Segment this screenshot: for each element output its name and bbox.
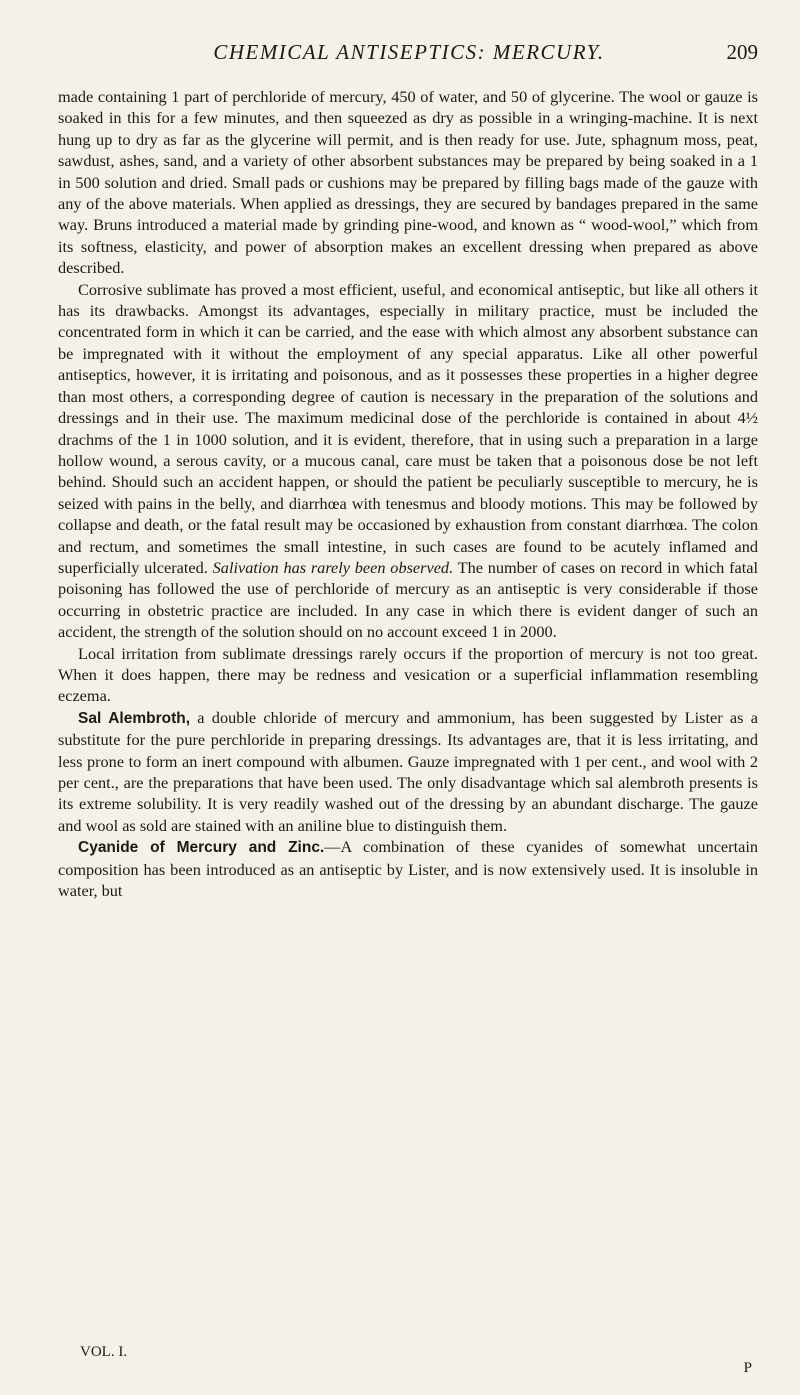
paragraph-4-lead: Sal Alembroth, bbox=[78, 709, 191, 727]
page-number: 209 bbox=[726, 40, 758, 64]
page-footer bbox=[80, 1344, 752, 1384]
paragraph-4-text: a double chloride of mercury and ammonium, has been suggested by Lister as a substitute for the pure perchloride in preparing dressings. Its advantages are, that it is less irritating, and less prone to form an inert compound with albumen. Gauze impregnated with 1 per cent., and wool with 2 per cent., are the preparations that have been used. The only disadvantage which sal alembroth presents is its extreme solubility. It is very readily washed out of the dressing by an abundant discharge. The gauze and wool as sold are stained with an aniline blue to distinguish them. bbox=[58, 707, 758, 835]
paragraph-3 bbox=[58, 643, 758, 707]
paragraph-5-text: —A combination of these cyanides of somewhat uncertain composition has been introduced as an antiseptic by Lister, and is now extensively used. It is insoluble in water, but bbox=[58, 837, 758, 901]
page-header bbox=[60, 40, 758, 72]
paragraph-2-text-a: Corrosive sublimate has proved a most efficient, useful, and economical antiseptic, but like all others it has its drawbacks. Amongst its advantages, especially in military practice, must be included the concentrated form in which it can be carried, and the ease with which almost any absorbent substance can be impregnated with it without the employment of any special apparatus. Like all other powerful antiseptics, however, it is irritating and poisonous, and as it possesses these properties in a higher degree than most others, a corresponding degree of caution is necessary in the preparation of the solutions and dressings and in their use. The maximum medicinal dose of the perchloride is contained in about 4½ drachms of the 1 in 1000 solution, and it is evident, therefore, that in using such a preparation in a large hollow wound, a serous cavity, or a mucous canal, care must be taken that a poisonous dose be not left behind. Should such an accident happen, or should the patient be peculiarly susceptible to mercury, he is seized with pains in the belly, and diarrhœa with tenesmus and bloody motions. This may be followed by collapse and death, or the fatal result may be occasioned by exhaustion from constant diarrhœa. The colon and rectum, and sometimes the small intestine, in such cases are found to be acutely inflamed and superficially ulcerated. bbox=[58, 279, 758, 577]
running-head: CHEMICAL ANTISEPTICS: MERCURY. bbox=[213, 40, 605, 64]
paragraph-5 bbox=[58, 836, 758, 901]
paragraph-1 bbox=[58, 86, 758, 279]
paragraph-2-italic: Salivation has rarely been observed. bbox=[212, 557, 454, 577]
body-text bbox=[58, 86, 758, 901]
signature-mark: P bbox=[743, 1360, 752, 1376]
paragraph-5-lead: Cyanide of Mercury and Zinc. bbox=[78, 839, 325, 857]
volume-mark: VOL. I. bbox=[80, 1344, 128, 1360]
paragraph-1-text: made containing 1 part of perchloride of mercury, 450 of water, and 50 of glycerine. The wool or gauze is soaked in this for a few minutes, and then squeezed as dry as possible in a wringing-machine. It is next hung up to dry as far as the glycerine will permit, and is then ready for use. Jute, sphagnum moss, peat, sawdust, ashes, sand, and a variety of other absorbent substances may be prepared by being soaked in a 1 in 500 solution and dried. Small pads or cushions may be prepared by filling bags made of the gauze with any of the above materials. When applied as dressings, they are secured by bandages prepared in the same way. Bruns introduced a material made by grinding pine-wood, and known as “ wood-wool,” which from its softness, elasticity, and power of absorption makes an excellent dressing when prepared as above described. bbox=[58, 87, 758, 278]
paragraph-4 bbox=[58, 707, 758, 836]
paragraph-2-text-b: The number of cases on record in which fatal poisoning has followed the use of perchloride of mercury as an antiseptic is very considerable if those occurring in obstetric practice are included. In any case in which there is evident danger of such an accident, the strength of the solution should on no account exceed 1 in 2000. bbox=[58, 557, 759, 642]
paragraph-2 bbox=[58, 279, 758, 643]
paragraph-3-text: Local irritation from sublimate dressings rarely occurs if the proportion of mercury is not too great. When it does happen, there may be redness and vesication or a superficial inflammation resembling eczema. bbox=[58, 643, 758, 706]
